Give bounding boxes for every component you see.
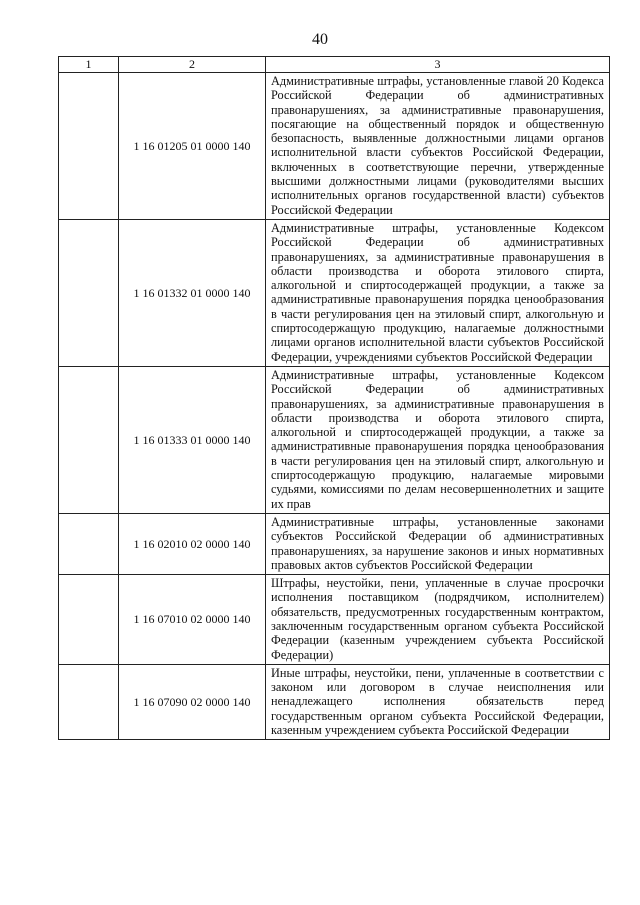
budget-code-cell: 1 16 07090 02 0000 140 [119,664,266,739]
budget-code-cell: 1 16 01205 01 0000 140 [119,73,266,220]
table-row [59,513,610,574]
description-cell: Административные штрафы, установленные Кодексом Российской Федерации об административных правонарушениях, за административные правонарушения в области производства и оборота этилового спирта, алкогольной и спиртосодержащей продукции, а также за административные правонарушения порядка ценообразования в части регулирования цен на этиловый спирт, алкогольную и спиртосодержащую продукцию, налагаемые должностными лицами органов исполнительной власти субъектов Российской Федерации, учреждениями субъектов Российской Федерации [266,219,610,366]
row-number-cell [59,575,119,665]
row-number-cell [59,366,119,513]
budget-code-cell: 1 16 01333 01 0000 140 [119,366,266,513]
row-number-cell [59,513,119,574]
column-header-1: 1 [59,57,119,73]
budget-code-cell: 1 16 02010 02 0000 140 [119,513,266,574]
description-cell: Административные штрафы, установленные Кодексом Российской Федерации об административных правонарушениях, за административные правонарушения в области производства и оборота этилового спирта, алкогольной и спиртосодержащей продукции, а также за административные правонарушения порядка ценообразования в части регулирования цен на этиловый спирт, алкогольную и спиртосодержащую продукцию, налагаемые мировыми судьями, комиссиями по делам несовершеннолетних и защите их прав [266,366,610,513]
table-row [59,575,610,665]
table-row [59,73,610,220]
description-cell: Штрафы, неустойки, пени, уплаченные в случае просрочки исполнения поставщиком (подрядчиком, исполнителем) обязательств, предусмотренных государственным контрактом, заключенным государственным органом субъекта Российской Федерации (казенным учреждением субъекта Российской Федерации) [266,575,610,665]
row-number-cell [59,219,119,366]
budget-codes-table [58,56,610,740]
description-cell: Иные штрафы, неустойки, пени, уплаченные в соответствии с законом или договором в случае неисполнения или ненадлежащего исполнения обязательств перед государственным органом субъекта Российской Федерации, казенным учреждением субъекта Российской Федерации [266,664,610,739]
column-header-2: 2 [119,57,266,73]
table-row [59,366,610,513]
row-number-cell [59,664,119,739]
budget-code-cell: 1 16 01332 01 0000 140 [119,219,266,366]
column-header-3: 3 [266,57,610,73]
table-header-row [59,57,610,73]
table-row [59,219,610,366]
row-number-cell [59,73,119,220]
description-cell: Административные штрафы, установленные законами субъектов Российской Федерации об административных правонарушениях, за нарушение законов и иных нормативных правовых актов субъектов Российской Федерации [266,513,610,574]
table-row [59,664,610,739]
description-cell: Административные штрафы, установленные главой 20 Кодекса Российской Федерации об административных правонарушениях, за административные правонарушения, посягающие на общественный порядок и общественную безопасность, выявленные должностными лицами органов исполнительной власти субъектов Российской Федерации, включенных в соответствующие перечни, утвержденные высшими должностными лицами (руководителями высших исполнительных органов государственной власти) субъектов Российской Федерации [266,73,610,220]
page-number: 40 [312,31,328,48]
budget-code-cell: 1 16 07010 02 0000 140 [119,575,266,665]
